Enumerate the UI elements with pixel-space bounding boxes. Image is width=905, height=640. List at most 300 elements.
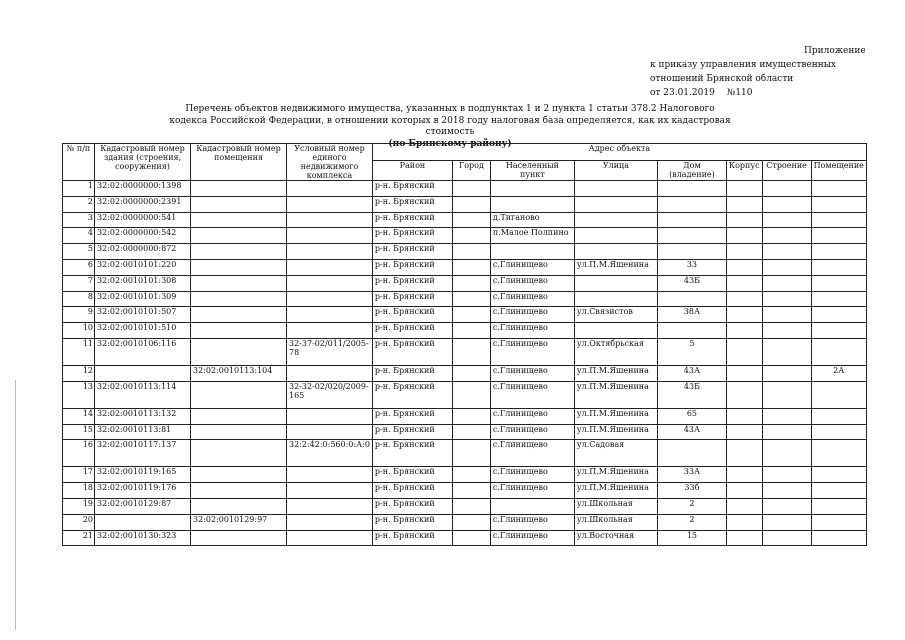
cell-complex [287,467,373,483]
cell-premise [191,228,287,244]
cell-building: 32:02:0010101:510 [95,323,191,339]
cell-street: ул.П.М.Яшенина [574,381,657,408]
cell-structure [762,307,811,323]
header-corpus: Корпус [726,160,762,180]
cell-house [657,212,726,228]
cell-street [574,275,657,291]
cell-structure [762,291,811,307]
header-building: Кадастровый номер здания (строения, сооружения) [95,144,191,181]
cell-premise [191,530,287,546]
cell-district: р-н. Брянский [372,259,452,275]
cell-premise [191,338,287,365]
cell-complex: 32-32-02/020/2009-165 [287,381,373,408]
document-subtitle: (по Брянскому району) [388,138,512,149]
cell-street [574,291,657,307]
cell-corpus [726,323,762,339]
cell-premise: 32:02:0010113:104 [191,365,287,381]
cell-settlement [490,498,574,514]
cell-room [811,467,866,483]
cell-settlement: с.Глинищево [490,275,574,291]
cell-room [811,530,866,546]
cell-district: р-н. Брянский [372,440,452,467]
cell-complex: 32-37-02/011/2005-78 [287,338,373,365]
table-row [63,440,867,467]
cell-city [452,181,490,197]
table-row [63,483,867,499]
cell-premise [191,483,287,499]
cell-premise [191,424,287,440]
cell-premise [191,259,287,275]
cell-complex [287,212,373,228]
cell-district: р-н. Брянский [372,338,452,365]
cell-settlement: д.Тиганово [490,212,574,228]
cell-corpus [726,530,762,546]
cell-corpus [726,307,762,323]
cell-corpus [726,212,762,228]
cell-district: р-н. Брянский [372,323,452,339]
cell-district: р-н. Брянский [372,244,452,260]
cell-corpus [726,338,762,365]
cell-city [452,483,490,499]
cell-structure [762,381,811,408]
cell-building: 32:02:0000000:541 [95,212,191,228]
cell-house [657,323,726,339]
cell-district: р-н. Брянский [372,483,452,499]
cell-structure [762,323,811,339]
cell-street: ул.П.М.Яшенина [574,365,657,381]
cell-building: 32:02:0010101:308 [95,275,191,291]
cell-num: 18 [63,483,95,499]
appendix-line-1: к приказу управления имущественных [650,60,837,70]
cell-street: ул.Школьная [574,498,657,514]
cell-corpus [726,196,762,212]
cell-premise [191,467,287,483]
header-complex: Условный номер единого недвижимого комплекса [287,144,373,181]
cell-settlement: с.Глинищево [490,307,574,323]
cell-district: р-н. Брянский [372,381,452,408]
cell-street: ул.Школьная [574,514,657,530]
cell-structure [762,424,811,440]
cell-corpus [726,408,762,424]
cell-room [811,323,866,339]
cell-street: ул.П.М.Яшенина [574,424,657,440]
cell-num: 2 [63,196,95,212]
cell-district: р-н. Брянский [372,365,452,381]
header-structure: Строение [762,160,811,180]
cell-house [657,228,726,244]
cell-house: 43Б [657,381,726,408]
cell-premise [191,323,287,339]
cell-room [811,307,866,323]
cell-premise [191,196,287,212]
scan-margin-line [15,380,16,630]
cell-street [574,244,657,260]
cell-settlement: с.Глинищево [490,323,574,339]
cell-city [452,424,490,440]
cell-settlement: с.Глинищево [490,381,574,408]
property-table [62,143,867,546]
cell-building: 32:02:0010129:87 [95,498,191,514]
cell-num: 17 [63,467,95,483]
document-title-line-1: Перечень объектов недвижимого имущества, указанных в подпунктах 1 и 2 пункта 1 статьи 378.2 Налогового [185,104,715,114]
cell-room [811,440,866,467]
cell-house: 33А [657,467,726,483]
cell-corpus [726,440,762,467]
table-row [63,498,867,514]
cell-num: 19 [63,498,95,514]
table-row [63,307,867,323]
cell-district: р-н. Брянский [372,467,452,483]
cell-city [452,244,490,260]
cell-premise [191,244,287,260]
cell-structure [762,244,811,260]
cell-room [811,408,866,424]
cell-street: ул.П.М.Яшенина [574,259,657,275]
table-row [63,181,867,197]
cell-district: р-н. Брянский [372,228,452,244]
header-street: Улица [574,160,657,180]
table-row [63,196,867,212]
cell-settlement [490,196,574,212]
cell-house: 38А [657,307,726,323]
cell-num: 8 [63,291,95,307]
cell-street [574,196,657,212]
cell-street [574,181,657,197]
cell-structure [762,365,811,381]
header-district: Район [372,160,452,180]
cell-room [811,275,866,291]
cell-complex [287,244,373,260]
cell-corpus [726,259,762,275]
cell-structure [762,514,811,530]
cell-settlement [490,244,574,260]
cell-room [811,291,866,307]
cell-building: 32:02:0010106:116 [95,338,191,365]
cell-city [452,408,490,424]
cell-premise: 32:02:0010129:97 [191,514,287,530]
cell-building: 32:02:0010113:81 [95,424,191,440]
cell-structure [762,228,811,244]
cell-street: ул.Восточная [574,530,657,546]
table-row [63,530,867,546]
cell-settlement [490,181,574,197]
cell-district: р-н. Брянский [372,530,452,546]
cell-corpus [726,275,762,291]
cell-district: р-н. Брянский [372,514,452,530]
table-row [63,259,867,275]
cell-house [657,440,726,467]
appendix-block [650,44,866,100]
table-row [63,244,867,260]
cell-settlement: с.Глинищево [490,365,574,381]
cell-house [657,181,726,197]
cell-premise [191,440,287,467]
cell-building: 32:02:0010119:176 [95,483,191,499]
cell-premise [191,307,287,323]
appendix-line-2: отношений Брянской области [650,74,794,84]
cell-num: 1 [63,181,95,197]
cell-city [452,323,490,339]
cell-corpus [726,467,762,483]
cell-district: р-н. Брянский [372,212,452,228]
cell-corpus [726,424,762,440]
cell-house: 43А [657,365,726,381]
cell-settlement: с.Глинищево [490,514,574,530]
table-row [63,514,867,530]
cell-city [452,467,490,483]
cell-structure [762,498,811,514]
cell-complex [287,483,373,499]
cell-street: ул.П.М.Яшенина [574,467,657,483]
cell-room: 2А [811,365,866,381]
cell-city [452,275,490,291]
header-premise: Кадастровый номер помещения [191,144,287,181]
cell-complex [287,530,373,546]
document-title-line-2: кодекса Российской Федерации, в отношении которых в 2018 году налоговая база определяется, как их кадастровая стоимость [169,115,731,137]
cell-structure [762,212,811,228]
cell-city [452,307,490,323]
table-row [63,365,867,381]
cell-settlement: с.Глинищево [490,424,574,440]
cell-corpus [726,514,762,530]
cell-house: 65 [657,408,726,424]
cell-complex: 32:2:42:0:560:0:А:0 [287,440,373,467]
cell-num: 21 [63,530,95,546]
cell-num: 15 [63,424,95,440]
cell-house: 33б [657,483,726,499]
cell-city [452,365,490,381]
cell-complex [287,259,373,275]
cell-complex [287,196,373,212]
cell-street [574,323,657,339]
table-row [63,212,867,228]
cell-complex [287,228,373,244]
cell-settlement: с.Глинищево [490,408,574,424]
cell-city [452,440,490,467]
cell-settlement: с.Глинищево [490,291,574,307]
cell-structure [762,530,811,546]
cell-premise [191,275,287,291]
cell-settlement: с.Глинищево [490,259,574,275]
cell-room [811,514,866,530]
cell-street: ул.П.М.Яшенина [574,408,657,424]
cell-num: 16 [63,440,95,467]
cell-room [811,181,866,197]
cell-premise [191,381,287,408]
cell-complex [287,291,373,307]
cell-house [657,196,726,212]
cell-room [811,498,866,514]
cell-room [811,244,866,260]
cell-house: 15 [657,530,726,546]
table-row [63,323,867,339]
cell-settlement: п.Малое Полпино [490,228,574,244]
cell-structure [762,483,811,499]
appendix-number: №110 [726,88,753,98]
cell-corpus [726,181,762,197]
cell-num: 14 [63,408,95,424]
cell-city [452,498,490,514]
cell-premise [191,408,287,424]
cell-building: 32:02:0000000:2391 [95,196,191,212]
cell-num: 13 [63,381,95,408]
appendix-dateline [650,86,866,100]
cell-house: 2 [657,514,726,530]
cell-corpus [726,228,762,244]
table-row [63,381,867,408]
cell-district: р-н. Брянский [372,498,452,514]
cell-district: р-н. Брянский [372,196,452,212]
cell-room [811,338,866,365]
cell-corpus [726,483,762,499]
header-house: Дом (владение) [657,160,726,180]
cell-building: 32:02:0010113:114 [95,381,191,408]
cell-building: 32:02:0000000:1398 [95,181,191,197]
cell-structure [762,275,811,291]
cell-city [452,259,490,275]
cell-city [452,514,490,530]
cell-building: 32:02:0000000:542 [95,228,191,244]
header-address: Адрес объекта [372,144,866,161]
cell-district: р-н. Брянский [372,275,452,291]
cell-structure [762,181,811,197]
cell-district: р-н. Брянский [372,408,452,424]
cell-corpus [726,381,762,408]
appendix-title: Приложение [804,46,866,56]
cell-corpus [726,244,762,260]
cell-complex [287,365,373,381]
cell-house: 5 [657,338,726,365]
cell-district: р-н. Брянский [372,307,452,323]
cell-house [657,291,726,307]
cell-num: 10 [63,323,95,339]
header-room: Помещение [811,160,866,180]
table-body [63,181,867,546]
cell-settlement: с.Глинищево [490,483,574,499]
cell-building: 32:02:0010117:137 [95,440,191,467]
cell-city [452,212,490,228]
cell-structure [762,440,811,467]
cell-building: 32:02:0010130:323 [95,530,191,546]
cell-city [452,196,490,212]
cell-num: 12 [63,365,95,381]
cell-street: ул.П.М.Яшенина [574,483,657,499]
header-settlement: Населенный пункт [490,160,574,180]
cell-corpus [726,291,762,307]
cell-complex [287,514,373,530]
cell-city [452,381,490,408]
cell-city [452,530,490,546]
table-header-row [63,144,867,161]
cell-building: 32:02:0010113:132 [95,408,191,424]
cell-room [811,259,866,275]
cell-district: р-н. Брянский [372,181,452,197]
cell-premise [191,181,287,197]
cell-city [452,338,490,365]
cell-building [95,514,191,530]
header-num: № п/п [63,144,95,181]
cell-city [452,228,490,244]
table-row [63,467,867,483]
table-row [63,291,867,307]
table-row [63,338,867,365]
cell-complex [287,275,373,291]
cell-premise [191,291,287,307]
cell-complex [287,424,373,440]
cell-room [811,228,866,244]
cell-structure [762,259,811,275]
cell-premise [191,498,287,514]
cell-room [811,196,866,212]
cell-street: ул.Связистов [574,307,657,323]
cell-corpus [726,365,762,381]
cell-room [811,424,866,440]
cell-premise [191,212,287,228]
cell-settlement: с.Глинищево [490,440,574,467]
cell-structure [762,338,811,365]
cell-num: 5 [63,244,95,260]
cell-num: 20 [63,514,95,530]
cell-district: р-н. Брянский [372,424,452,440]
cell-building: 32:02:0010101:309 [95,291,191,307]
cell-structure [762,467,811,483]
cell-street [574,212,657,228]
cell-city [452,291,490,307]
cell-room [811,212,866,228]
cell-house: 2 [657,498,726,514]
cell-num: 4 [63,228,95,244]
table-row [63,424,867,440]
cell-building: 32:02:0010119:165 [95,467,191,483]
cell-building: 32:02:0010101:220 [95,259,191,275]
cell-room [811,483,866,499]
cell-structure [762,408,811,424]
cell-district: р-н. Брянский [372,291,452,307]
cell-house [657,244,726,260]
table-row [63,228,867,244]
cell-num: 6 [63,259,95,275]
cell-house: 43А [657,424,726,440]
cell-structure [762,196,811,212]
cell-street [574,228,657,244]
cell-building [95,365,191,381]
cell-complex [287,323,373,339]
cell-corpus [726,498,762,514]
cell-street: ул.Октябрьская [574,338,657,365]
cell-settlement: с.Глинищево [490,338,574,365]
cell-num: 7 [63,275,95,291]
cell-house: 43Б [657,275,726,291]
cell-complex [287,498,373,514]
cell-building: 32:02:0010101:507 [95,307,191,323]
cell-complex [287,307,373,323]
cell-complex [287,181,373,197]
cell-num: 11 [63,338,95,365]
cell-street: ул.Садовая [574,440,657,467]
cell-room [811,381,866,408]
cell-building: 32:02:0000000:872 [95,244,191,260]
header-city: Город [452,160,490,180]
cell-house: 33 [657,259,726,275]
cell-complex [287,408,373,424]
cell-settlement: с.Глинищево [490,467,574,483]
cell-settlement: с.Глинищево [490,530,574,546]
cell-num: 3 [63,212,95,228]
cell-num: 9 [63,307,95,323]
appendix-date: от 23.01.2019 [650,88,715,98]
table-row [63,275,867,291]
table-row [63,408,867,424]
